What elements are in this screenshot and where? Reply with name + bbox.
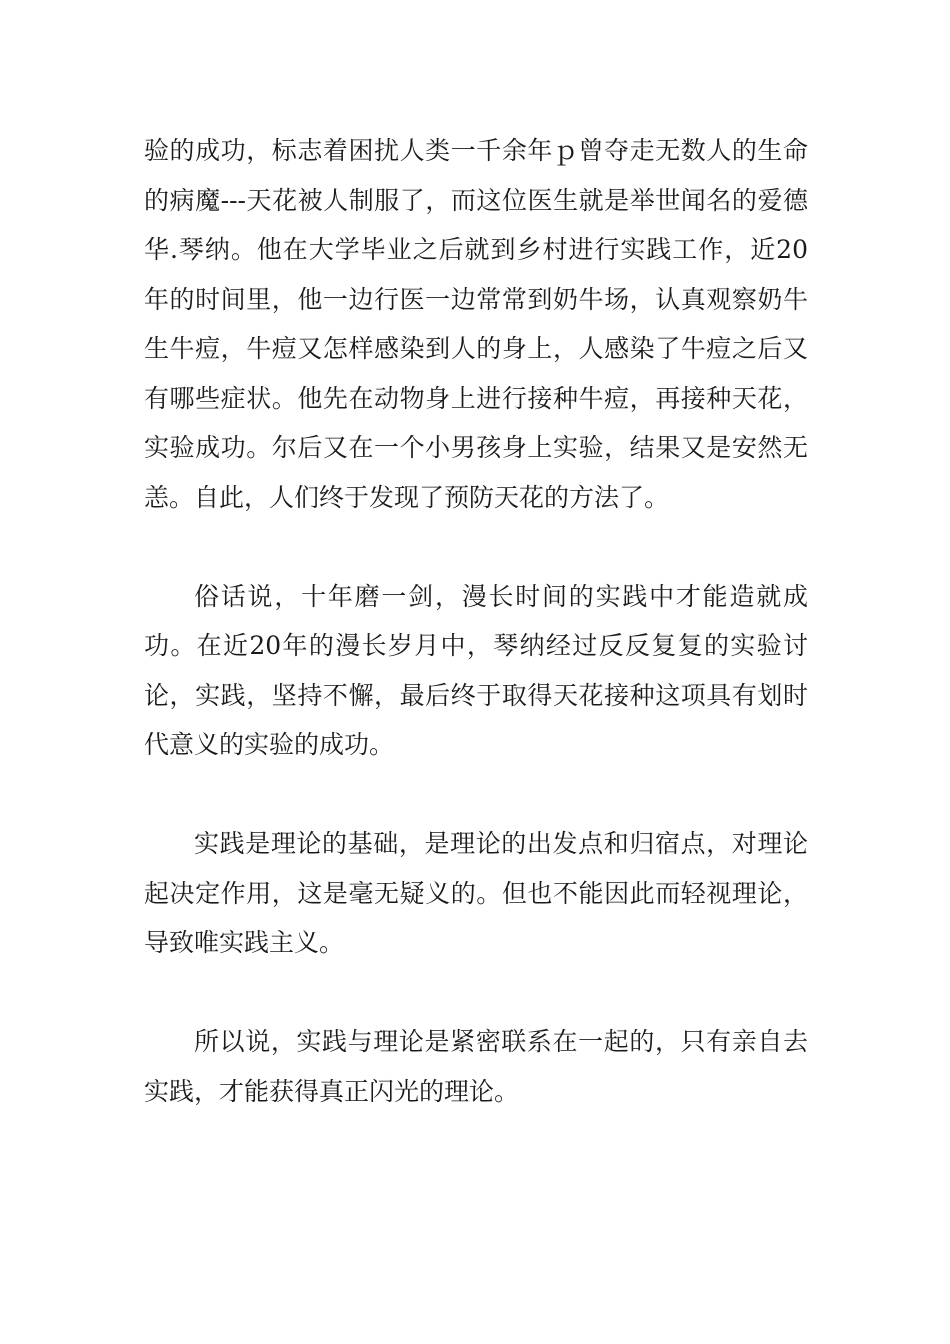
document-page (144, 126, 808, 1166)
paragraph-1: 验的成功，标志着困扰人类一千余年ｐ曾夺走无数人的生命的病魔---天花被人制服了，而这位医生就是举世闻名的爱德华.琴纳。他在大学毕业之后就到乡村进行实践工作，近20年的时间里，他一边行医一边常常到奶牛场，认真观察奶牛生牛痘，牛痘又怎样感染到人的身上，人感染了牛痘之后又有哪些症状。他先在动物身上进行接种牛痘，再接种天花，实验成功。尔后又在一个小男孩身上实验，结果又是安然无恙。自此，人们终于发现了预防天花的方法了。 (144, 136, 808, 512)
paragraph-4: 所以说，实践与理论是紧密联系在一起的，只有亲自去实践，才能获得真正闪光的理论。 (144, 1027, 808, 1106)
paragraph-2: 俗话说，十年磨一剑，漫长时间的实践中才能造就成功。在近20年的漫长岁月中，琴纳经过反反复复的实验讨论，实践，坚持不懈，最后终于取得天花接种这项具有划时代意义的实验的成功。 (144, 581, 808, 759)
paragraph-3: 实践是理论的基础，是理论的出发点和归宿点，对理论起决定作用，这是毫无疑义的。但也不能因此而轻视理论，导致唯实践主义。 (144, 829, 808, 957)
